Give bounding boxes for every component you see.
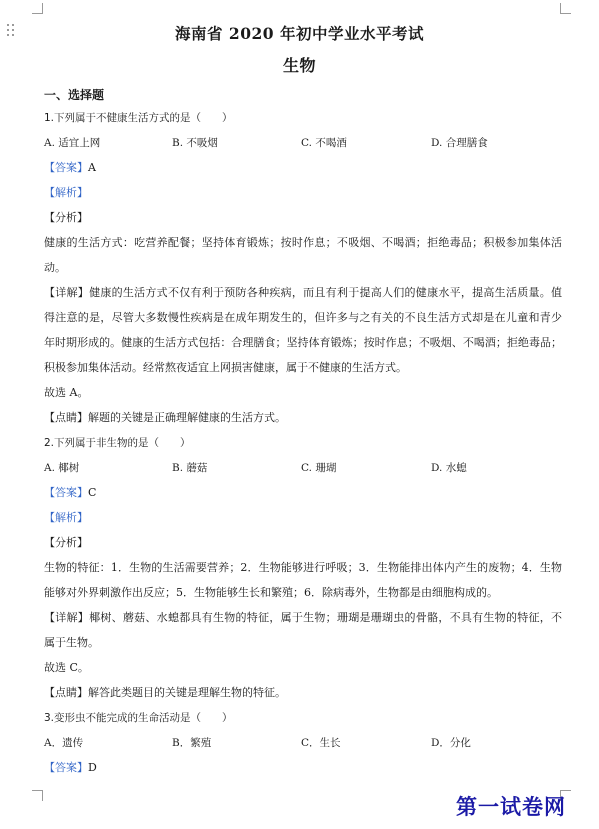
answer-tag: 【答案】 [44,761,88,774]
option-a: A. 椰树 [44,462,80,474]
jiexi-tag: 【解析】 [44,511,88,524]
comment-tag: 【点睛】 [44,686,88,699]
detail-line: 得注意的是，尽管大多数慢性疾病是在成年期发生的，但许多与之有关的不良生活方式却是在儿童和青少 [44,311,562,324]
question-stem: 2.下列属于非生物的是（ ） [44,437,191,449]
answer-tag: 【答案】 [44,486,88,499]
answer-line [44,761,97,775]
option-b: B. 不吸烟 [172,137,218,149]
option-a: A．遗传 [44,737,84,749]
choice-line: 故选 C。 [44,661,89,674]
detail-line: 年时期形成的。健康的生活方式包括：合理膳食；坚持体育锻炼；按时作息；不吸烟、不喝酒；拒绝毒品； [44,336,562,349]
detail-text: 椰树、蘑菇、水螅都具有生物的特征，属于生物；珊瑚是珊瑚虫的骨骼，不具有生物的特征，不 [89,611,563,624]
detail-line: 属于生物。 [44,636,99,649]
comment-text: 解题的关键是正确理解健康的生活方式。 [88,411,286,424]
fenxi-tag: 【分析】 [44,536,88,549]
watermark-logo: 第一试卷网 [456,795,566,819]
answer-line [44,161,96,175]
analysis-line: 动。 [44,261,66,274]
analysis-line: 能够对外界刺激作出反应；5．生物能够生长和繁殖；6．除病毒外，生物都是由细胞构成的。 [44,586,498,599]
option-d: D. 水螅 [431,462,467,474]
answer-value: A [88,161,96,174]
detail-tag: 【详解】 [44,286,90,299]
comment-text: 解答此类题目的关键是理解生物的特征。 [88,686,286,699]
detail-text: 健康的生活方式不仅有利于预防各种疾病，而且有利于提高人们的健康水平，提高生活质量。值 [89,286,563,299]
option-a: A. 适宜上网 [44,137,101,149]
option-d: D. 合理膳食 [431,137,488,149]
detail-line [44,286,562,300]
detail-line: 积极参加集体活动。经常熬夜适宜上网损害健康，属于不健康的生活方式。 [44,361,407,374]
detail-line [44,611,562,625]
option-c: C．生长 [301,737,341,749]
section-heading: 一、选择题 [44,88,105,102]
page-corner-mark [32,790,43,801]
comment-line [44,411,286,425]
comment-line [44,686,286,700]
question-stem: 3.变形虫不能完成的生命活动是（ ） [44,712,233,724]
analysis-line: 健康的生活方式：吃营养配餐；坚持体育锻炼；按时作息；不吸烟、不喝酒；拒绝毒品；积极参加集体活 [44,236,562,249]
option-b: B．繁殖 [172,737,212,749]
option-d: D．分化 [431,737,471,749]
fenxi-tag: 【分析】 [44,211,88,224]
question-stem: 1.下列属于不健康生活方式的是（ ） [44,112,233,124]
page-corner-mark [560,3,571,14]
answer-value: D [88,761,97,774]
page-corner-mark [32,3,43,14]
analysis-line: 生物的特征：1．生物的生活需要营养；2．生物能够进行呼吸；3．生物能排出体内产生的废物；4．生物 [44,561,562,574]
answer-value: C [88,486,97,499]
option-b: B. 蘑菇 [172,462,208,474]
detail-tag: 【详解】 [44,611,90,624]
answer-line [44,486,96,500]
option-c: C. 珊瑚 [301,462,337,474]
comment-tag: 【点睛】 [44,411,88,424]
choice-line: 故选 A。 [44,386,89,399]
answer-tag: 【答案】 [44,161,88,174]
jiexi-tag: 【解析】 [44,186,88,199]
document-title: 海南省 2020 年初中学业水平考试 [175,24,424,43]
subject-title: 生物 [282,56,316,75]
option-c: C. 不喝酒 [301,137,347,149]
